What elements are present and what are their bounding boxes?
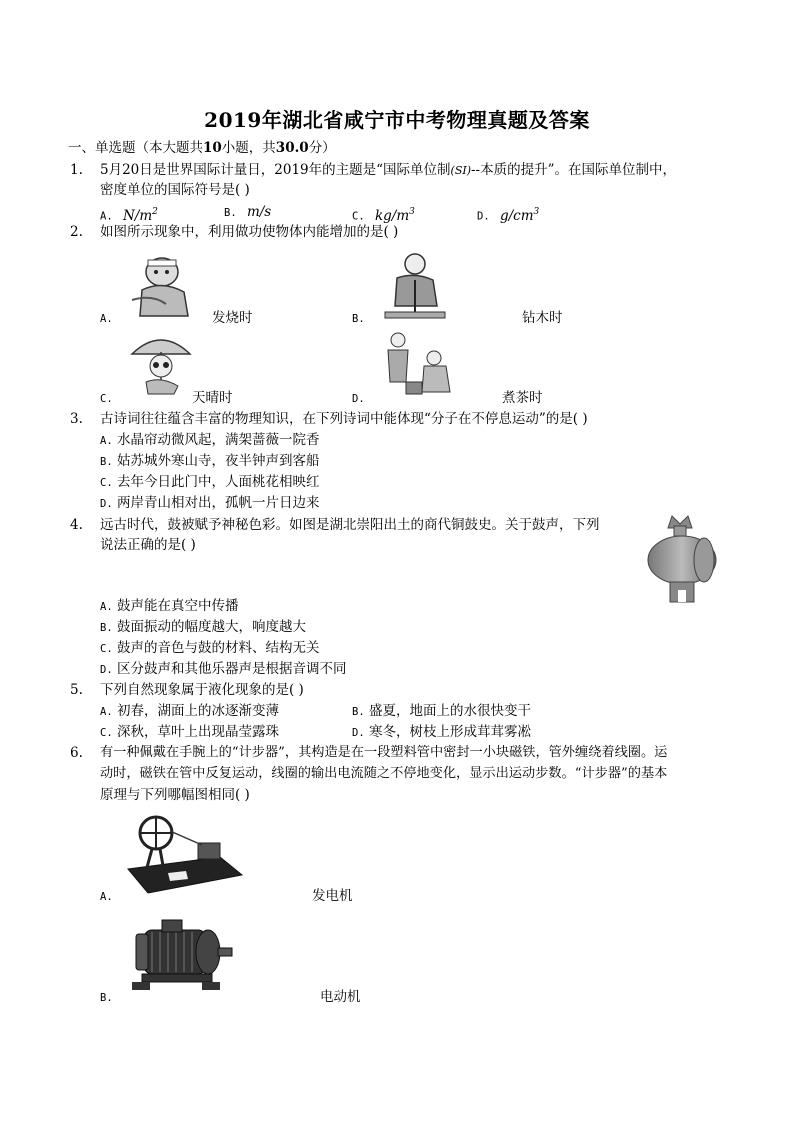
option-letter: A.: [100, 313, 113, 325]
option-text: 寒冬，树枝上形成茸茸雾凇: [368, 724, 531, 740]
q4-option-c[interactable]: [100, 638, 319, 659]
q5-stem: 下列自然现象属于液化现象的是( ): [100, 682, 304, 698]
q6-stem-line3: 原理与下列哪幅图相同( ): [100, 787, 250, 803]
option-letter: B.: [352, 313, 365, 325]
option-letter: A.: [100, 601, 113, 613]
q3-option-b[interactable]: [100, 451, 319, 472]
q3-option-c[interactable]: [100, 472, 319, 493]
q5-option-d[interactable]: [352, 722, 531, 743]
q2-caption-b: 钻木时: [522, 310, 563, 326]
option-letter: B.: [224, 207, 237, 219]
q6-caption-a: 发电机: [312, 888, 353, 904]
fever-child-illustration: [122, 250, 197, 320]
q4-stem-line2: 说法正确的是( ): [100, 537, 196, 553]
option-letter: B.: [100, 456, 113, 468]
q1-stem-part: --本质的提升”。在国际单位制中，: [471, 162, 677, 178]
option-letter: C.: [352, 210, 365, 223]
option-letter: C.: [100, 393, 113, 405]
option-letter: D.: [352, 727, 365, 739]
q3-stem: 古诗词往往蕴含丰富的物理知识，在下列诗词中能体现“分子在不停息运动”的是( ): [100, 411, 588, 427]
option-text: 水晶帘动微风起，满架蔷薇一院香: [116, 432, 320, 448]
option-letter: B.: [100, 622, 113, 634]
page-title: 2019年湖北省咸宁市中考物理真题及答案: [204, 108, 590, 132]
q2-option-c[interactable]: [100, 388, 113, 409]
section-count: 10: [203, 140, 222, 156]
question-number: 1.: [70, 162, 83, 178]
question-number: 4.: [70, 517, 83, 533]
q2-caption-a: 发烧时: [212, 310, 253, 326]
section-score: 30.0: [275, 140, 309, 156]
option-formula: m/s: [246, 204, 272, 220]
option-text: 鼓声的音色与鼓的材料、结构无关: [116, 640, 320, 656]
q4-stem-line1: 远古时代，鼓被赋予神秘色彩。如图是湖北崇阳出土的商代铜鼓史。关于鼓声，下列: [100, 517, 600, 533]
option-formula: N/m: [122, 207, 153, 224]
option-exponent: 2: [152, 207, 158, 217]
q4-option-d[interactable]: [100, 659, 346, 680]
option-letter: D.: [100, 498, 113, 510]
q5-option-b[interactable]: [352, 701, 531, 722]
q2-option-b[interactable]: [352, 308, 365, 329]
option-letter: A.: [100, 891, 113, 903]
question-number: 2.: [70, 224, 83, 240]
section-mid: 小题，共: [221, 140, 276, 156]
option-letter: C.: [100, 477, 113, 489]
option-letter: D.: [352, 393, 365, 405]
option-letter: A.: [100, 210, 113, 223]
q1-option-b[interactable]: [224, 202, 271, 223]
option-text: 去年今日此门中，人面桃花相映红: [116, 474, 320, 490]
q6-stem-line2: 动时，磁铁在管中反复运动，线圈的输出电流随之不停地变化，显示出运动步数。“计步器”的基本: [100, 766, 668, 781]
q2-stem: 如图所示现象中，利用做功使物体内能增加的是( ): [100, 224, 399, 240]
q2-caption-c: 天晴时: [192, 390, 233, 406]
option-letter: B.: [352, 706, 365, 718]
option-text: 盛夏，地面上的水很快变干: [368, 703, 531, 719]
drill-wood-illustration: [375, 250, 450, 322]
q1-stem-line1: [100, 160, 676, 181]
question-number: 6.: [70, 745, 83, 761]
q1-stem-part: 5月20日是世界国际计量日，2019年的主题是“国际单位制: [100, 162, 451, 178]
option-text: 两岸青山相对出，孤帆一片日边来: [116, 495, 320, 511]
option-exponent: 3: [409, 207, 415, 217]
q6-option-b[interactable]: [100, 987, 113, 1008]
section-suffix: 分）: [308, 140, 336, 156]
option-text: 深秋，草叶上出现晶莹露珠: [116, 724, 279, 740]
si-symbol: (SI): [450, 164, 471, 177]
q6-option-a[interactable]: [100, 886, 113, 907]
sunny-day-illustration: [126, 330, 196, 396]
option-text: 姑苏城外寒山寺，夜半钟声到客船: [116, 453, 320, 469]
option-letter: B.: [100, 992, 113, 1004]
option-letter: D.: [100, 664, 113, 676]
q3-option-a[interactable]: [100, 430, 319, 451]
option-formula: kg/m: [374, 207, 410, 224]
electric-motor-illustration: [122, 916, 238, 996]
boil-tea-illustration: [378, 328, 458, 400]
option-letter: C.: [100, 727, 113, 739]
question-number: 5.: [70, 682, 83, 698]
q6-stem-line1: 有一种佩戴在手腕上的“计步器”，其构造是在一段塑料管中密封一小块磁铁，管外缠绕着线圈。运: [100, 745, 668, 760]
option-text: 鼓面振动的幅度越大，响度越大: [116, 619, 306, 635]
q1-option-d[interactable]: [477, 202, 539, 227]
option-text: 鼓声能在真空中传播: [116, 598, 239, 614]
q6-caption-b: 电动机: [320, 989, 361, 1005]
option-letter: D.: [477, 210, 490, 223]
section-header: [68, 138, 336, 158]
q2-option-a[interactable]: [100, 308, 113, 329]
option-text: 区分鼓声和其他乐器声是根据音调不同: [116, 661, 347, 677]
q3-option-d[interactable]: [100, 493, 319, 514]
bronze-drum-illustration: [642, 510, 724, 608]
q5-option-a[interactable]: [100, 701, 279, 722]
generator-illustration: [124, 813, 246, 897]
option-exponent: 3: [533, 207, 540, 217]
q5-option-c[interactable]: [100, 722, 279, 743]
option-letter: A.: [100, 435, 113, 447]
q4-option-a[interactable]: [100, 596, 238, 617]
section-prefix: 一、单选题（本大题共: [68, 140, 203, 156]
option-letter: A.: [100, 706, 113, 718]
q1-stem-line2: 密度单位的国际符号是( ): [100, 182, 250, 198]
question-number: 3.: [70, 411, 83, 427]
option-letter: C.: [100, 643, 113, 655]
q4-option-b[interactable]: [100, 617, 306, 638]
option-text: 初春，湖面上的冰逐渐变薄: [116, 703, 279, 719]
option-formula: g/cm: [499, 207, 534, 224]
q2-option-d[interactable]: [352, 388, 365, 409]
q2-caption-d: 煮茶时: [502, 390, 543, 406]
